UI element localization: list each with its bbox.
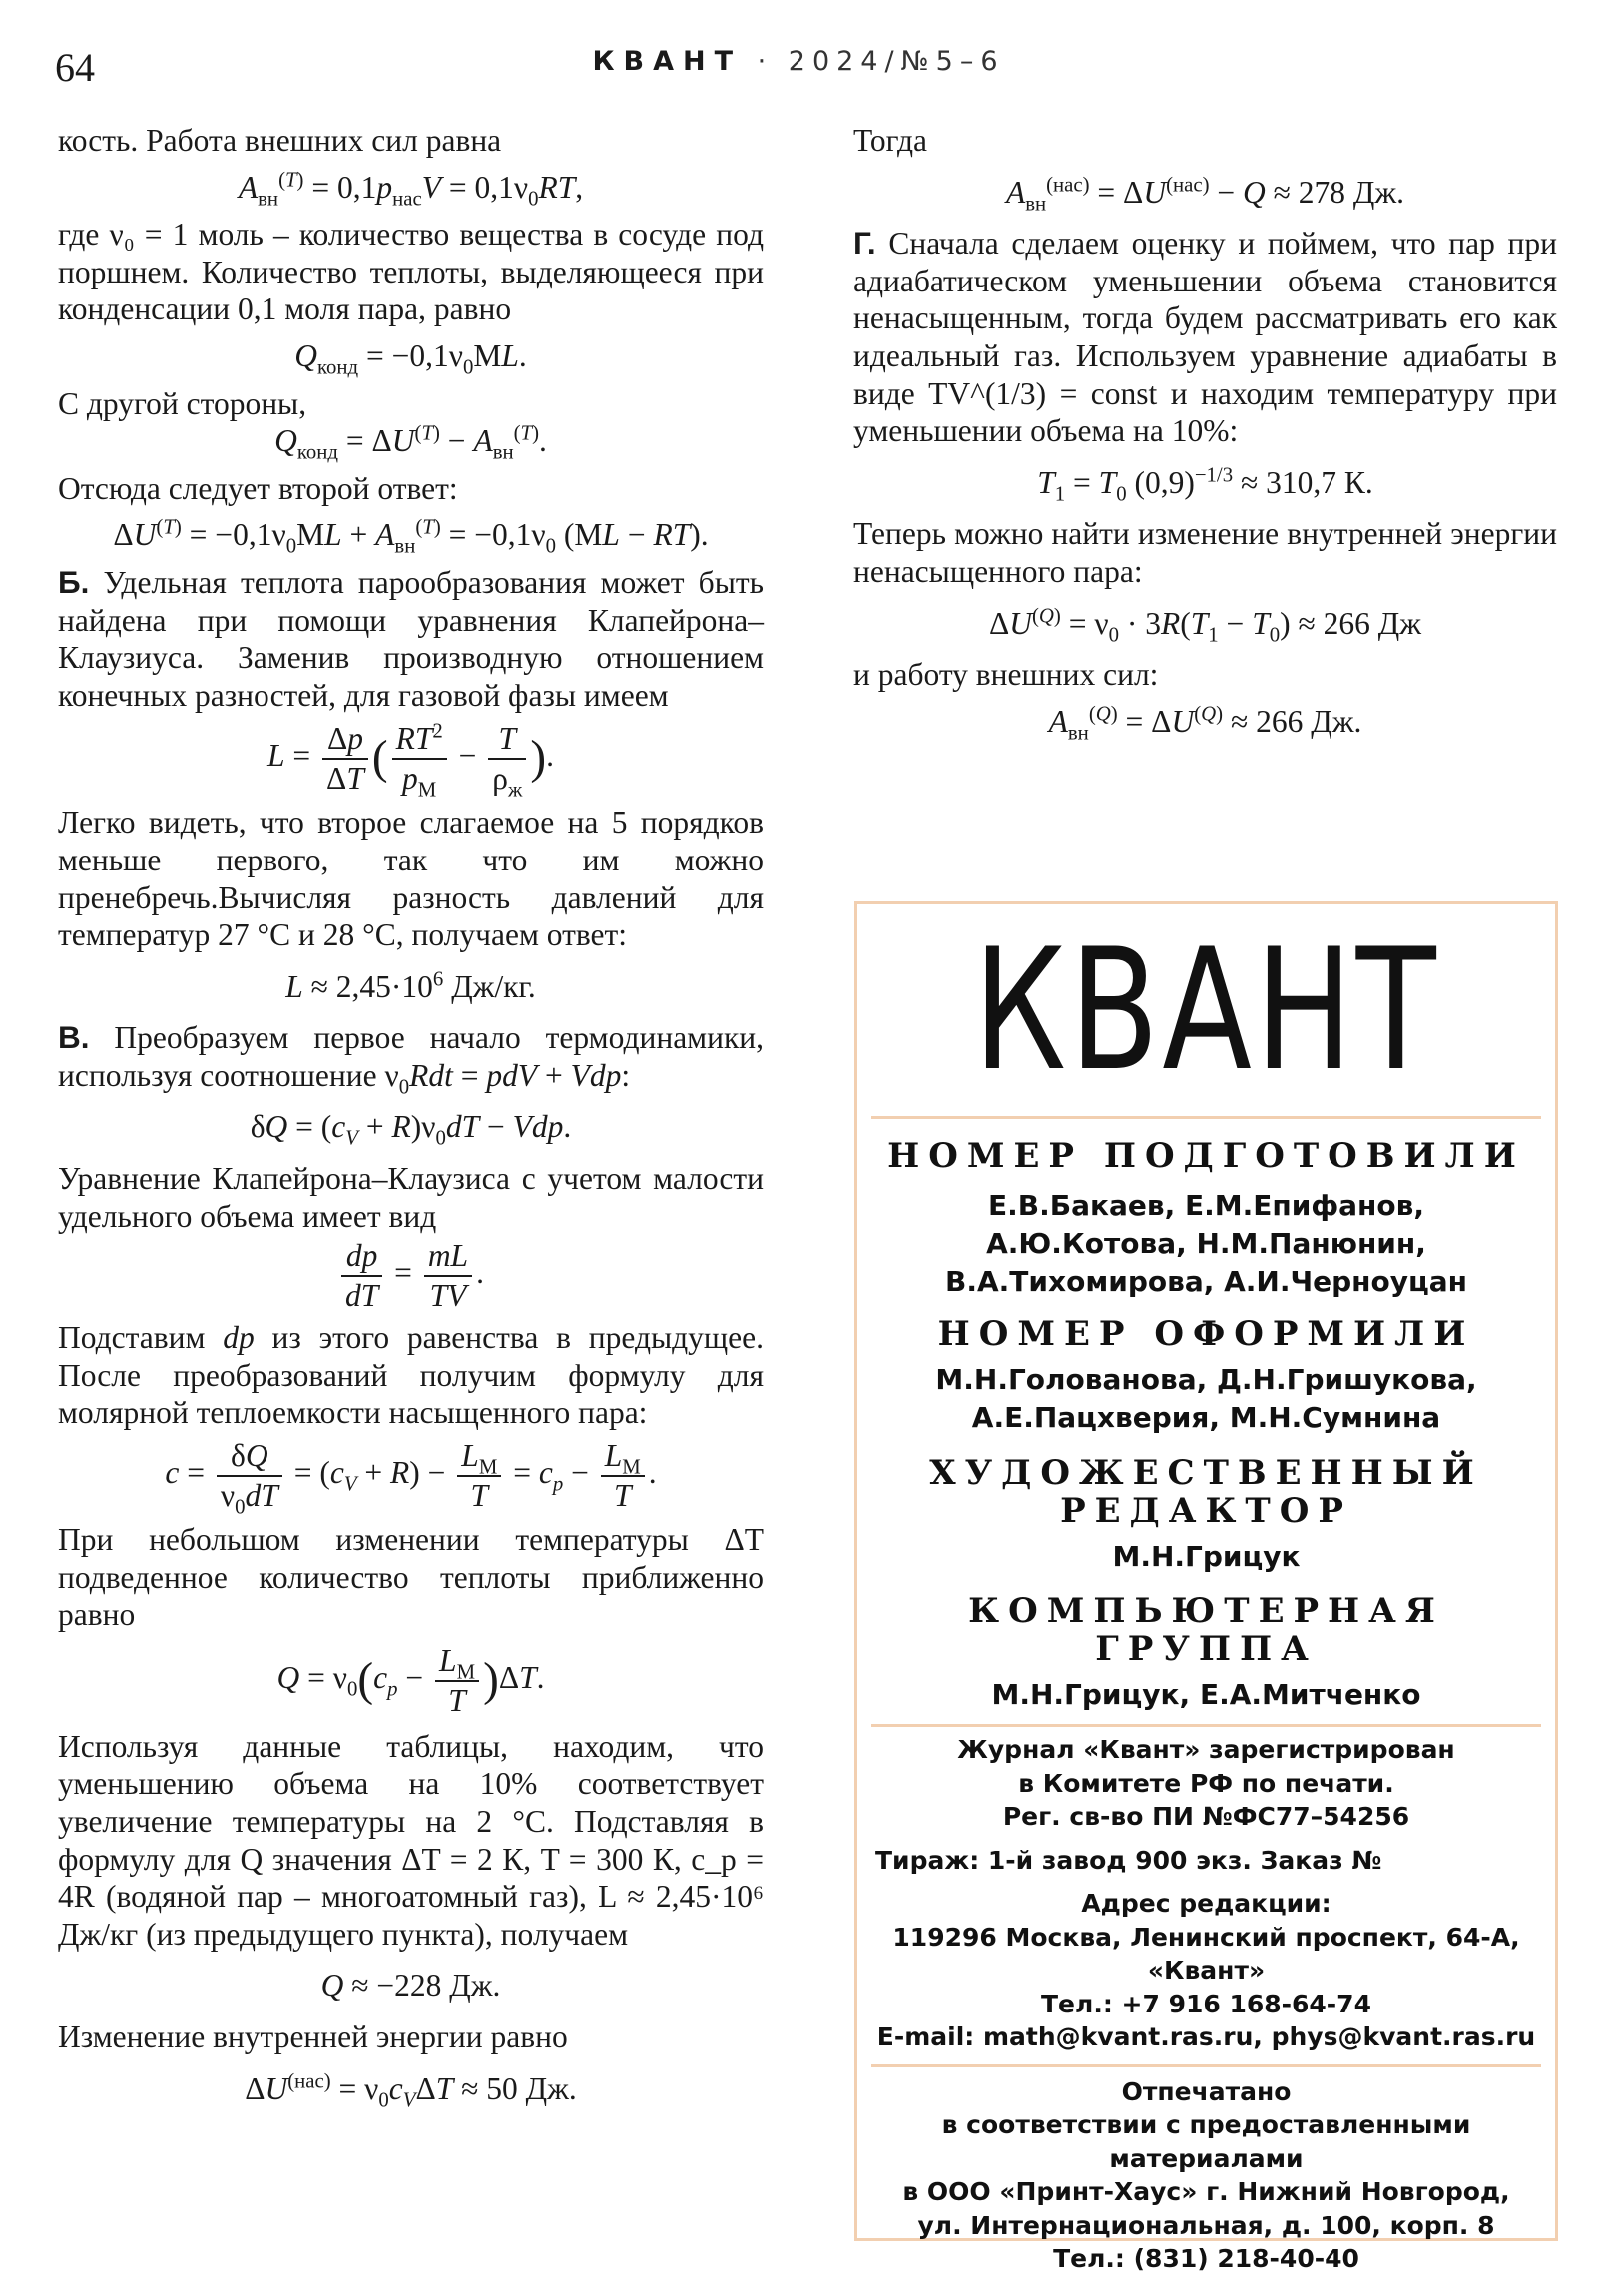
designed-names-line: М.Н.Голованова, Д.Н.Гришукова, — [935, 1363, 1477, 1396]
equation: Q ≈ −228 Дж. — [320, 1968, 501, 2004]
issue-number: · 2024/№5–6 — [757, 46, 1005, 77]
printed-line: Отпечатано — [1121, 2076, 1292, 2106]
prepared-title: НОМЕР ПОДГОТОВИЛИ — [887, 1136, 1525, 1176]
page-number: 64 — [55, 45, 95, 90]
registration-line: Журнал «Квант» зарегистрирован — [957, 1735, 1455, 1764]
paragraph — [58, 564, 764, 714]
printed-line: материалами — [1109, 2143, 1304, 2173]
item-label: Г. — [853, 225, 876, 262]
equation: $L \approx 2,45\cdot 10^6$ Дж/кг. — [285, 967, 536, 1004]
paragraph: Изменение внутренней энергии равно — [58, 2018, 568, 2054]
art-editor-name: М.Н.Грицук — [1112, 1540, 1301, 1573]
paragraph: Теперь можно найти изменение внутренней энергии ненасыщенного пара: — [853, 516, 1557, 589]
paragraph-text: Удельная теплота парообразования может быть найдена при помощи уравнения Клапейрона–Клаузиуса. Заменив производную отношением конечных разностей, для газовой фазы имеем — [58, 564, 764, 713]
paragraph: С другой стороны, — [58, 385, 307, 421]
prepared-names-line: А.Ю.Котова, Н.М.Панюнин, — [986, 1227, 1426, 1260]
magazine-logo: КВАНТ — [973, 912, 1439, 1108]
phone: Тел.: +7 916 168-64-74 — [1041, 1989, 1371, 2018]
equation: $A_{вн}^{(Q)} = \Delta U^{(Q)} \approx 266$ Дж. — [1048, 702, 1362, 745]
paragraph: В. Преобразуем первое начало термодинамики, используя соотношение $\nu_0Rdt$ = pdV + Vdp: — [58, 1019, 764, 1099]
printed-info — [857, 2075, 1555, 2276]
running-head — [0, 46, 1597, 77]
item-label: Б. — [58, 563, 90, 600]
designed-names-line: А.Е.Пацхверия, М.Н.Сумнина — [971, 1401, 1441, 1434]
left-column — [58, 122, 764, 2121]
item-label: В. — [58, 1019, 90, 1056]
paragraph: Отсюда следует второй ответ: — [58, 470, 458, 506]
registration-line: Рег. св-во ПИ №ФС77–54256 — [1002, 1802, 1410, 1831]
printed-line: Тел.: (831) 218-40-40 — [1053, 2244, 1359, 2273]
equation: $Q = \nu_0(c_p$ − $\frac{L_М}{T}$ )ΔT. — [276, 1642, 545, 1718]
magazine-name: КВАНТ — [592, 46, 743, 77]
prepared-names-line: Е.В.Бакаев, Е.М.Епифанов, — [988, 1189, 1424, 1222]
divider — [871, 1116, 1541, 1119]
address — [857, 1921, 1555, 1988]
paragraph: Уравнение Клапейрона–Клаузиса с учетом малости удельного объема имеет вид — [58, 1161, 764, 1234]
right-column — [853, 122, 1557, 750]
equation: L = $\frac{\Delta p}{\Delta T}$ ( $\frac{RT^2}{p_М}$ − $\frac{T}{\rho_ж}$ ). — [267, 719, 554, 802]
art-editor-title-line: РЕДАКТОР — [1060, 1491, 1352, 1531]
paragraph — [853, 225, 1557, 450]
equation: $A_{вн}^{(T)} = 0,1p_{нас}V = 0,1\nu_0RT$, — [238, 168, 584, 210]
circulation: Тираж: 1-й завод 900 экз. Заказ № — [875, 1845, 1382, 1875]
paragraph: кость. Работа внешних сил равна — [58, 123, 502, 158]
equation: $A_{вн}^{(нас)} = \Delta U^{(нас)} - Q \approx 278$ Дж. — [1005, 173, 1405, 215]
paragraph: и работу внешних сил: — [853, 657, 1159, 693]
designed-title: НОМЕР ОФОРМИЛИ — [937, 1314, 1475, 1354]
paragraph: Подставим dp из этого равенства в предыдущее. После преобразований получим формулу для молярной теплоемкости насыщенного пара: — [58, 1320, 765, 1431]
printed-line: в ООО «Принт-Хаус» г. Нижний Новгород, — [902, 2177, 1510, 2206]
printed-line: ул. Интернациональная, д. 100, корп. 8 — [917, 2210, 1495, 2240]
paragraph-text: Сначала сделаем оценку и поймем, что пар при адиабатическом уменьшении объема становится ненасыщенным, тогда будем рассматривать его как идеальный газ. Используем уравнение адиабаты в виде TV^(1/3) = const и находим температуру при уменьшении объема на 10%: — [853, 226, 1557, 449]
email: E-mail: math@kvant.ras.ru, phys@kvant.ras.ru — [876, 2022, 1536, 2051]
paragraph: где ν₀ = 1 моль – количество вещества в сосуде под поршнем. Количество теплоты, выделяющееся при конденсации 0,1 моля пара, равно — [58, 217, 764, 327]
address-line: 119296 Москва, Ленинский проспект, 64-А, — [892, 1922, 1520, 1952]
art-editor-title-line: ХУДОЖЕСТВЕННЫЙ — [929, 1453, 1483, 1493]
equation: c = $\frac{\delta Q}{\nu_0dT}$ = $(c_V + R)$ − $\frac{L_М}{T}$ = $c_p$ − $\frac{L_М}{T}$ . — [165, 1438, 657, 1519]
prepared-names-line: В.А.Тихомирова, А.И.Черноуцан — [945, 1265, 1467, 1298]
imprint-box — [854, 901, 1558, 2273]
equation: $\Delta U^{(T)} = -0,1\nu_0ML + A_{вн}^{(T)} = -0,1\nu_0$ (ML − RT). — [113, 515, 709, 558]
computer-group-title: КОМПЬЮТЕРНАЯ ГРУППА — [968, 1591, 1444, 1669]
equation: $T_1 = T_0$ $(0,9)^{-1/3} \approx 310,7$ К. — [1037, 463, 1373, 506]
paragraph-text: из этого равенства в предыдущее. После преобразований получим формулу для молярной теплоемкости насыщенного пара: — [58, 1320, 765, 1431]
address-title: Адрес редакции: — [1081, 1889, 1331, 1918]
computer-group-names: М.Н.Грицук, Е.А.Митченко — [991, 1678, 1421, 1711]
divider — [871, 1724, 1541, 1727]
paragraph-text: Преобразуем первое начало термодинамики, используя соотношение — [58, 1020, 764, 1093]
printed-line: в соответствии с предоставленными — [941, 2110, 1471, 2139]
paragraph: Легко видеть, что второе слагаемое на 5 порядков меньше первого, так что им можно пренебречь.Вычисляя разность давлений для температур 27 °С и 28 °С, получаем ответ: — [58, 805, 764, 953]
art-editor-title — [857, 1454, 1555, 1530]
paragraph: Тогда — [853, 123, 927, 158]
registration-line: в Комитете РФ по печати. — [1018, 1768, 1394, 1798]
paragraph: При небольшом изменении температуры ΔT подведенное количество теплоты приближенно равно — [58, 1522, 764, 1633]
equation: $\Delta U^{(нас)} = \nu_0c_V\Delta T \approx 50$ Дж. — [245, 2069, 577, 2111]
paragraph-text: Подставим — [58, 1320, 206, 1356]
address-line: «Квант» — [1147, 1956, 1266, 1985]
paragraph: Используя данные таблицы, находим, что уменьшению объема на 10% соответствует увеличение температуры на 2 °С. Подставляя в формулу для Q значения ΔT = 2 К, T = 300 К, c_p = 4R (водяной пар – многоатомный газ), L ≈ 2,45·10⁶ Дж/кг (из предыдущего пункта), получаем — [58, 1728, 764, 1952]
divider — [871, 2064, 1541, 2067]
equation: $Q_{конд} = \Delta U^{(T)} - A_{вн}^{(T)}$. — [274, 421, 547, 464]
equation: $Q_{конд} = -0,1\nu_0ML$. — [294, 337, 527, 379]
registration-info — [857, 1733, 1555, 1834]
equation: $\delta Q = (c_V + R)\nu_0dT$ − Vdp. — [250, 1109, 572, 1150]
equation: $\Delta U^{(Q)} = \nu_0 \cdot 3R(T_1 - T_0) \approx 266$ Дж — [988, 604, 1422, 646]
equation: $\frac{dp}{dT}$ = $\frac{mL}{TV}$ . — [58, 1237, 764, 1315]
